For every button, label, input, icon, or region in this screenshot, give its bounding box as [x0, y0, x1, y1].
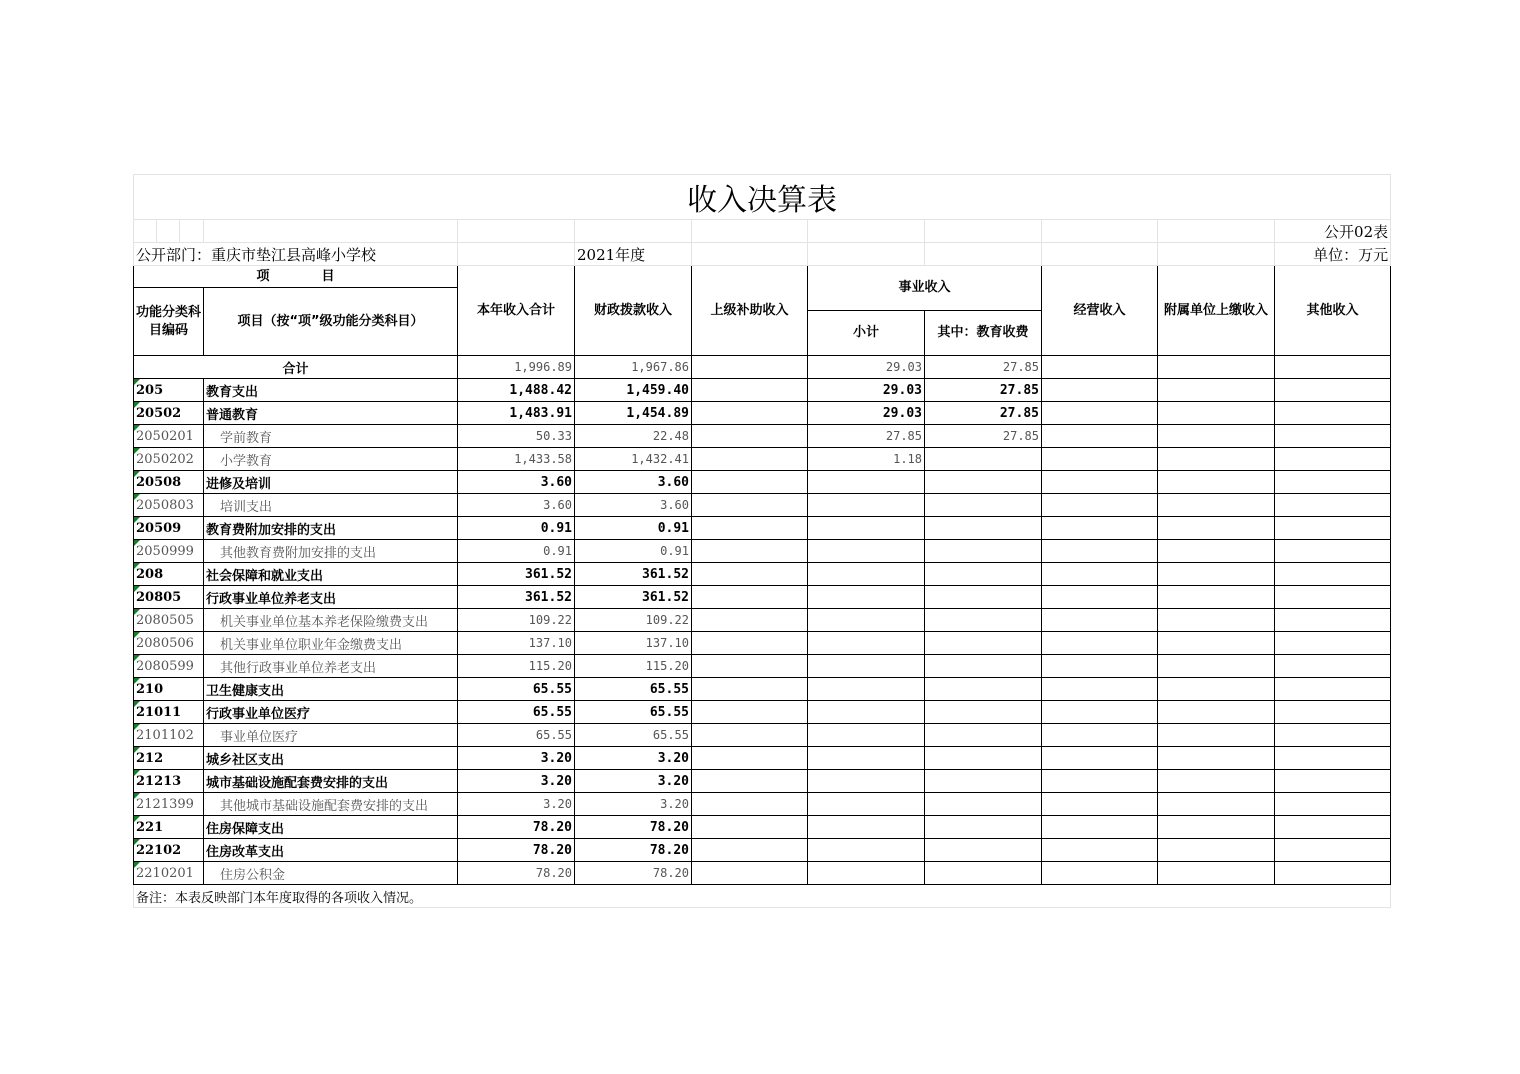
- row-business: [1042, 747, 1158, 770]
- row-subtotal: [808, 816, 925, 839]
- row-superior: [692, 379, 808, 402]
- row-item: 机关事业单位基本养老保险缴费支出: [204, 609, 458, 632]
- header-code: 功能分类科目编码: [134, 288, 204, 356]
- row-total: 1,483.91: [458, 402, 575, 425]
- row-other: [1275, 816, 1391, 839]
- row-superior: [692, 586, 808, 609]
- row-code: 2080599: [134, 655, 204, 678]
- table-row: [134, 770, 1391, 793]
- page-title: 收入决算表: [134, 175, 1391, 220]
- row-edu-fee: [925, 839, 1042, 862]
- row-code: 21213: [134, 770, 204, 793]
- row-business: [1042, 402, 1158, 425]
- row-superior: [692, 609, 808, 632]
- header-superior: 上级补助收入: [692, 266, 808, 356]
- row-affiliated: [1158, 425, 1275, 448]
- row-business: [1042, 448, 1158, 471]
- row-code: 2050999: [134, 540, 204, 563]
- row-item: 城市基础设施配套费安排的支出: [204, 770, 458, 793]
- row-affiliated: [1158, 379, 1275, 402]
- row-total: 0.91: [458, 540, 575, 563]
- row-code: 208: [134, 563, 204, 586]
- row-total: 137.10: [458, 632, 575, 655]
- row-affiliated: [1158, 517, 1275, 540]
- row-business: [1042, 655, 1158, 678]
- row-affiliated: [1158, 839, 1275, 862]
- row-code: 2210201: [134, 862, 204, 885]
- row-superior: [692, 839, 808, 862]
- row-code: 2050803: [134, 494, 204, 517]
- row-total: 115.20: [458, 655, 575, 678]
- footnote: 备注：本表反映部门本年度取得的各项收入情况。: [134, 885, 1391, 908]
- row-item: 其他城市基础设施配套费安排的支出: [204, 793, 458, 816]
- row-business: [1042, 563, 1158, 586]
- row-other: [1275, 793, 1391, 816]
- row-code: 221: [134, 816, 204, 839]
- row-superior: [692, 747, 808, 770]
- row-edu-fee: [925, 655, 1042, 678]
- row-other: [1275, 839, 1391, 862]
- row-other: [1275, 609, 1391, 632]
- row-subtotal: [808, 770, 925, 793]
- row-item: 其他行政事业单位养老支出: [204, 655, 458, 678]
- row-subtotal: [808, 471, 925, 494]
- row-code: 22102: [134, 839, 204, 862]
- total-total: 1,996.89: [458, 356, 575, 379]
- row-item: 培训支出: [204, 494, 458, 517]
- row-code: 2101102: [134, 724, 204, 747]
- total-subtotal: 29.03: [808, 356, 925, 379]
- row-business: [1042, 517, 1158, 540]
- row-total: 65.55: [458, 724, 575, 747]
- row-subtotal: [808, 839, 925, 862]
- row-total: 3.20: [458, 793, 575, 816]
- row-edu-fee: [925, 724, 1042, 747]
- total-fiscal: 1,967.86: [575, 356, 692, 379]
- row-business: [1042, 793, 1158, 816]
- income-final-account-sheet: [133, 174, 1390, 908]
- row-total: 3.60: [458, 494, 575, 517]
- row-item: 教育费附加安排的支出: [204, 517, 458, 540]
- table-row: [134, 494, 1391, 517]
- table-row: [134, 632, 1391, 655]
- table-row: [134, 816, 1391, 839]
- table-row: [134, 701, 1391, 724]
- row-total: 0.91: [458, 517, 575, 540]
- row-code: 212: [134, 747, 204, 770]
- header-item: 项目（按“项”级功能分类科目）: [204, 288, 458, 356]
- row-item: 普通教育: [204, 402, 458, 425]
- total-edu-fee: 27.85: [925, 356, 1042, 379]
- row-total: 1,488.42: [458, 379, 575, 402]
- table-header: [134, 266, 1391, 356]
- row-total: 361.52: [458, 563, 575, 586]
- row-item: 机关事业单位职业年金缴费支出: [204, 632, 458, 655]
- row-other: [1275, 402, 1391, 425]
- header-business: 经营收入: [1042, 266, 1158, 356]
- row-item: 卫生健康支出: [204, 678, 458, 701]
- row-superior: [692, 724, 808, 747]
- row-code: 210: [134, 678, 204, 701]
- row-business: [1042, 609, 1158, 632]
- row-superior: [692, 655, 808, 678]
- unit-label: 单位：万元: [1275, 243, 1391, 266]
- row-total: 65.55: [458, 701, 575, 724]
- row-item: 行政事业单位养老支出: [204, 586, 458, 609]
- row-fiscal: 3.60: [575, 494, 692, 517]
- row-edu-fee: [925, 540, 1042, 563]
- row-other: [1275, 471, 1391, 494]
- table-row: [134, 471, 1391, 494]
- table-row: [134, 448, 1391, 471]
- row-subtotal: [808, 655, 925, 678]
- row-other: [1275, 425, 1391, 448]
- row-business: [1042, 770, 1158, 793]
- row-subtotal: [808, 724, 925, 747]
- row-fiscal: 65.55: [575, 724, 692, 747]
- row-business: [1042, 724, 1158, 747]
- table-row: [134, 678, 1391, 701]
- table-row: [134, 425, 1391, 448]
- row-other: [1275, 724, 1391, 747]
- row-total: 78.20: [458, 862, 575, 885]
- row-fiscal: 78.20: [575, 862, 692, 885]
- row-other: [1275, 448, 1391, 471]
- form-number: 公开02表: [1275, 220, 1391, 243]
- row-other: [1275, 678, 1391, 701]
- row-business: [1042, 632, 1158, 655]
- row-other: [1275, 586, 1391, 609]
- row-affiliated: [1158, 747, 1275, 770]
- header-subtotal: 小计: [808, 311, 925, 356]
- row-item: 进修及培训: [204, 471, 458, 494]
- row-fiscal: 115.20: [575, 655, 692, 678]
- table-row: [134, 563, 1391, 586]
- row-business: [1042, 425, 1158, 448]
- row-edu-fee: [925, 471, 1042, 494]
- row-fiscal: 1,459.40: [575, 379, 692, 402]
- row-other: [1275, 517, 1391, 540]
- header-career: 事业收入: [808, 266, 1042, 311]
- row-fiscal: 65.55: [575, 701, 692, 724]
- row-business: [1042, 701, 1158, 724]
- row-edu-fee: [925, 632, 1042, 655]
- row-code: 2080506: [134, 632, 204, 655]
- row-superior: [692, 816, 808, 839]
- row-code: 2121399: [134, 793, 204, 816]
- row-affiliated: [1158, 632, 1275, 655]
- row-fiscal: 361.52: [575, 563, 692, 586]
- row-edu-fee: [925, 517, 1042, 540]
- row-affiliated: [1158, 471, 1275, 494]
- row-other: [1275, 379, 1391, 402]
- header-fiscal: 财政拨款收入: [575, 266, 692, 356]
- row-edu-fee: [925, 816, 1042, 839]
- row-other: [1275, 563, 1391, 586]
- row-subtotal: [808, 701, 925, 724]
- table-row: [134, 747, 1391, 770]
- row-subtotal: [808, 563, 925, 586]
- total-label: 合计: [134, 356, 458, 379]
- row-edu-fee: [925, 701, 1042, 724]
- row-code: 2050202: [134, 448, 204, 471]
- row-subtotal: [808, 632, 925, 655]
- row-edu-fee: [925, 770, 1042, 793]
- row-fiscal: 137.10: [575, 632, 692, 655]
- table-row: [134, 655, 1391, 678]
- row-subtotal: [808, 517, 925, 540]
- row-superior: [692, 540, 808, 563]
- row-item: 其他教育费附加安排的支出: [204, 540, 458, 563]
- row-total: 1,433.58: [458, 448, 575, 471]
- row-item: 社会保障和就业支出: [204, 563, 458, 586]
- row-other: [1275, 701, 1391, 724]
- row-other: [1275, 862, 1391, 885]
- row-affiliated: [1158, 770, 1275, 793]
- table-row: [134, 586, 1391, 609]
- table-body: [134, 356, 1391, 885]
- row-code: 20805: [134, 586, 204, 609]
- header-other: 其他收入: [1275, 266, 1391, 356]
- row-affiliated: [1158, 862, 1275, 885]
- row-item: 行政事业单位医疗: [204, 701, 458, 724]
- row-edu-fee: [925, 448, 1042, 471]
- row-subtotal: 29.03: [808, 379, 925, 402]
- row-affiliated: [1158, 494, 1275, 517]
- row-affiliated: [1158, 563, 1275, 586]
- row-subtotal: [808, 540, 925, 563]
- row-item: 城乡社区支出: [204, 747, 458, 770]
- row-edu-fee: 27.85: [925, 402, 1042, 425]
- row-edu-fee: [925, 862, 1042, 885]
- row-affiliated: [1158, 540, 1275, 563]
- row-business: [1042, 862, 1158, 885]
- row-item: 学前教育: [204, 425, 458, 448]
- header-edu-fee: 其中：教育收费: [925, 311, 1042, 356]
- row-edu-fee: [925, 494, 1042, 517]
- row-subtotal: [808, 793, 925, 816]
- row-business: [1042, 816, 1158, 839]
- row-total: 361.52: [458, 586, 575, 609]
- row-subtotal: [808, 609, 925, 632]
- row-superior: [692, 471, 808, 494]
- row-affiliated: [1158, 448, 1275, 471]
- row-item: 小学教育: [204, 448, 458, 471]
- row-fiscal: 22.48: [575, 425, 692, 448]
- row-edu-fee: [925, 747, 1042, 770]
- row-total: 78.20: [458, 839, 575, 862]
- row-business: [1042, 839, 1158, 862]
- row-fiscal: 361.52: [575, 586, 692, 609]
- row-superior: [692, 862, 808, 885]
- row-edu-fee: 27.85: [925, 425, 1042, 448]
- total-row: [134, 356, 1391, 379]
- row-superior: [692, 402, 808, 425]
- row-subtotal: [808, 862, 925, 885]
- row-edu-fee: [925, 563, 1042, 586]
- row-superior: [692, 517, 808, 540]
- row-total: 3.60: [458, 471, 575, 494]
- row-item: 住房保障支出: [204, 816, 458, 839]
- row-subtotal: [808, 747, 925, 770]
- row-item: 住房公积金: [204, 862, 458, 885]
- row-code: 2080505: [134, 609, 204, 632]
- row-fiscal: 0.91: [575, 517, 692, 540]
- row-total: 50.33: [458, 425, 575, 448]
- row-total: 78.20: [458, 816, 575, 839]
- table-row: [134, 839, 1391, 862]
- row-fiscal: 1,432.41: [575, 448, 692, 471]
- row-fiscal: 3.20: [575, 770, 692, 793]
- row-total: 109.22: [458, 609, 575, 632]
- row-affiliated: [1158, 816, 1275, 839]
- row-affiliated: [1158, 678, 1275, 701]
- row-edu-fee: [925, 793, 1042, 816]
- row-fiscal: 65.55: [575, 678, 692, 701]
- fiscal-year: 2021年度: [575, 243, 692, 266]
- row-fiscal: 109.22: [575, 609, 692, 632]
- row-other: [1275, 770, 1391, 793]
- row-superior: [692, 563, 808, 586]
- row-subtotal: [808, 586, 925, 609]
- row-fiscal: 78.20: [575, 839, 692, 862]
- row-business: [1042, 494, 1158, 517]
- department-label: 公开部门：重庆市垫江县高峰小学校: [134, 243, 458, 266]
- row-affiliated: [1158, 402, 1275, 425]
- row-superior: [692, 494, 808, 517]
- row-subtotal: [808, 494, 925, 517]
- row-affiliated: [1158, 609, 1275, 632]
- row-total: 65.55: [458, 678, 575, 701]
- row-superior: [692, 701, 808, 724]
- row-subtotal: [808, 678, 925, 701]
- row-code: 20509: [134, 517, 204, 540]
- row-superior: [692, 678, 808, 701]
- row-other: [1275, 632, 1391, 655]
- row-superior: [692, 425, 808, 448]
- row-edu-fee: 27.85: [925, 379, 1042, 402]
- row-fiscal: 0.91: [575, 540, 692, 563]
- row-fiscal: 3.20: [575, 793, 692, 816]
- row-code: 20508: [134, 471, 204, 494]
- row-superior: [692, 632, 808, 655]
- row-total: 3.20: [458, 747, 575, 770]
- row-affiliated: [1158, 701, 1275, 724]
- table-row: [134, 609, 1391, 632]
- row-superior: [692, 793, 808, 816]
- row-subtotal: 27.85: [808, 425, 925, 448]
- row-business: [1042, 540, 1158, 563]
- table-row: [134, 517, 1391, 540]
- row-fiscal: 78.20: [575, 816, 692, 839]
- row-other: [1275, 540, 1391, 563]
- row-business: [1042, 471, 1158, 494]
- row-business: [1042, 678, 1158, 701]
- row-item: 事业单位医疗: [204, 724, 458, 747]
- row-business: [1042, 379, 1158, 402]
- row-edu-fee: [925, 678, 1042, 701]
- row-fiscal: 3.60: [575, 471, 692, 494]
- row-subtotal: 29.03: [808, 402, 925, 425]
- table-row: [134, 402, 1391, 425]
- header-affiliated: 附属单位上缴收入: [1158, 266, 1275, 356]
- row-item: 住房改革支出: [204, 839, 458, 862]
- row-code: 21011: [134, 701, 204, 724]
- row-business: [1042, 586, 1158, 609]
- table-row: [134, 793, 1391, 816]
- row-fiscal: 1,454.89: [575, 402, 692, 425]
- row-affiliated: [1158, 586, 1275, 609]
- row-code: 205: [134, 379, 204, 402]
- sheet-table: [133, 174, 1391, 908]
- header-item-group: 项 目: [134, 266, 458, 288]
- row-affiliated: [1158, 655, 1275, 678]
- header-total: 本年收入合计: [458, 266, 575, 356]
- row-total: 3.20: [458, 770, 575, 793]
- row-superior: [692, 448, 808, 471]
- row-other: [1275, 747, 1391, 770]
- row-edu-fee: [925, 586, 1042, 609]
- row-edu-fee: [925, 609, 1042, 632]
- row-code: 20502: [134, 402, 204, 425]
- row-fiscal: 3.20: [575, 747, 692, 770]
- table-row: [134, 540, 1391, 563]
- row-affiliated: [1158, 724, 1275, 747]
- row-item: 教育支出: [204, 379, 458, 402]
- table-row: [134, 724, 1391, 747]
- row-affiliated: [1158, 793, 1275, 816]
- row-other: [1275, 655, 1391, 678]
- row-superior: [692, 770, 808, 793]
- row-subtotal: 1.18: [808, 448, 925, 471]
- table-row: [134, 862, 1391, 885]
- row-other: [1275, 494, 1391, 517]
- table-row: [134, 379, 1391, 402]
- row-code: 2050201: [134, 425, 204, 448]
